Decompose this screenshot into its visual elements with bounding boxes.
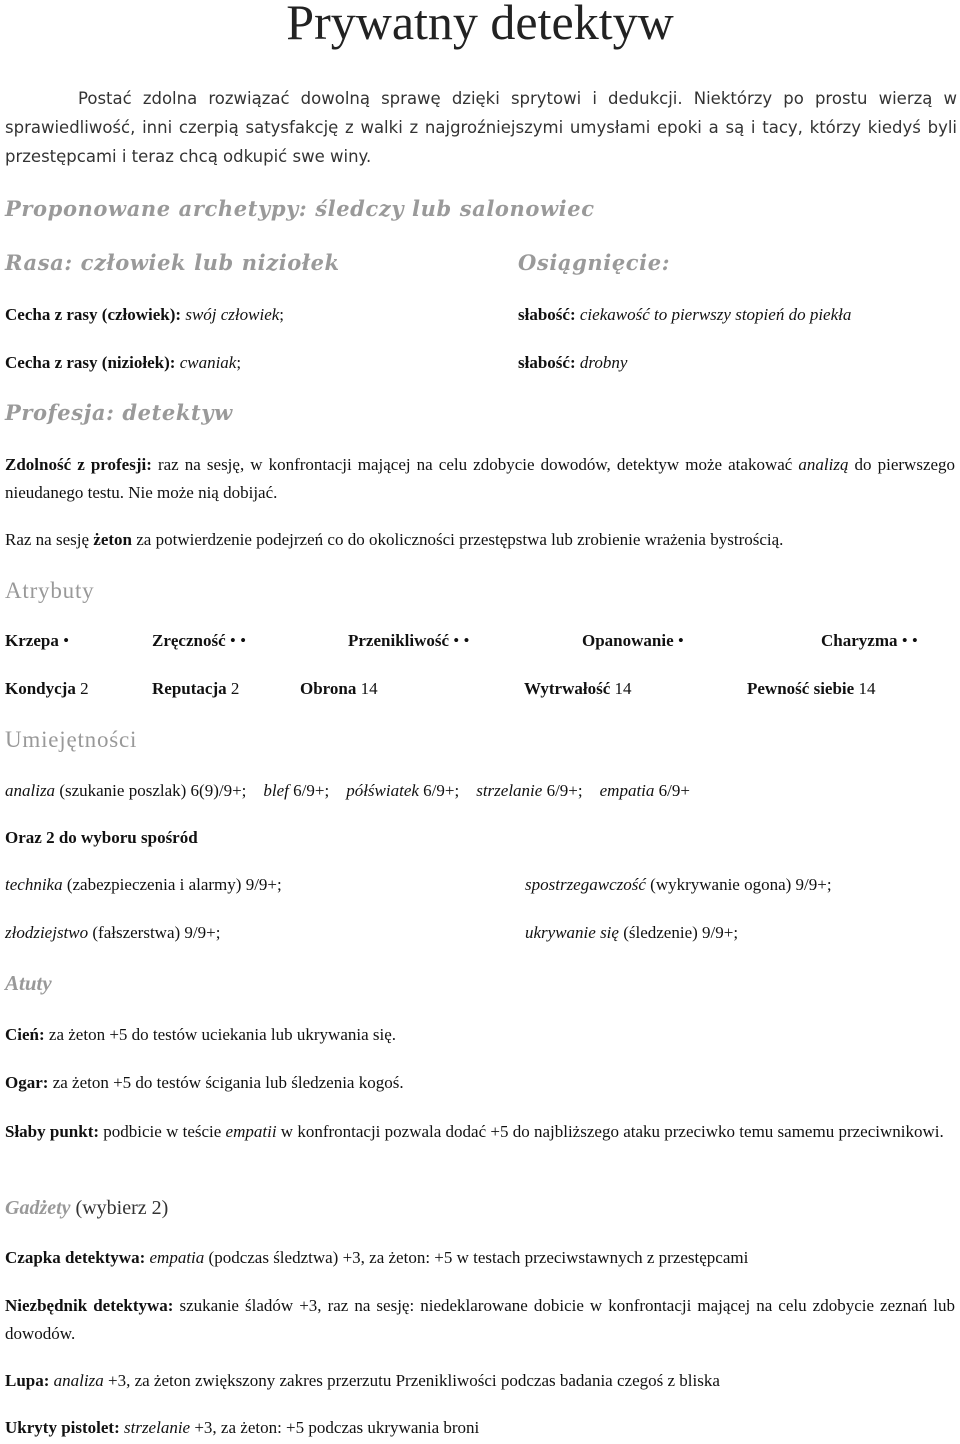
perk-text-1: podbicie w teście (103, 1122, 222, 1141)
skill-value: (szukanie poszlak) 6(9)/9+; (59, 781, 247, 800)
perks-heading: Atuty (5, 971, 52, 995)
skill-name: analiza (5, 781, 56, 800)
race-trait-human-label: Cecha z rasy (człowiek): (5, 305, 182, 324)
achievement-weakness-2 (518, 353, 627, 373)
gadgets-heading-note: (wybierz 2) (75, 1197, 169, 1219)
attribute-name: Krzepa (5, 631, 59, 650)
perk-label: Ogar: (5, 1073, 49, 1092)
skill-value: 6/9+; (293, 781, 330, 800)
skill-value: 6/9+ (658, 781, 690, 800)
skill-name: półświatek (346, 781, 419, 800)
gadget-czapka (5, 1248, 748, 1268)
race-trait-halfling-value: cwaniak (179, 353, 237, 372)
perk-text: za żeton +5 do testów uciekania lub ukrywania się. (48, 1025, 397, 1044)
attribute-przenikliwosc (348, 631, 469, 651)
attribute-zrecznosc (152, 631, 246, 651)
gadget-ukryty-pistolet (5, 1418, 479, 1438)
perk-text: za żeton +5 do testów ścigania lub śledzenia kogoś. (52, 1073, 404, 1092)
attribute-name: Zręczność (152, 631, 226, 650)
gadget-niezbednik (5, 1292, 955, 1348)
choice-ukrywanie-sie (525, 923, 738, 943)
perk-cien (5, 1025, 396, 1045)
skills-list (5, 781, 690, 801)
gadget-text: +3, za żeton: +5 podczas ukrywania broni (194, 1418, 480, 1437)
attribute-krzepa (5, 631, 69, 651)
token-post: za potwierdzenie podejrzeń co do okoliczności przestępstwa lub zrobienie wrażenia bystrością. (136, 530, 784, 549)
race-trait-human: Cecha z rasy (człowiek): swój człowiek; (5, 305, 285, 324)
gadget-text: szukanie śladów +3, raz na sesję: niedeklarowane dobicie w konfrontacji mającej na celu zdobycie zeznań lub dowodów. (5, 1296, 955, 1343)
attribute-name: Przenikliwość (348, 631, 450, 650)
derived-name: Wytrwałość (524, 679, 611, 698)
skill-name: spostrzegawczość (525, 875, 646, 894)
intro-paragraph: Postać zdolna rozwiązać dowolną sprawę dzięki sprytowi i dedukcji. Niektórzy po prostu wierzą w sprawiedliwość, inni czerpią satysfakcję z walki z najgroźniejszymi umysłami epoki a są i tacy, którzy kiedyś byli przestępcami i teraz chcą odkupić swe winy. (5, 89, 957, 166)
perk-slaby-punkt (5, 1118, 955, 1146)
skill-name: technika (5, 875, 63, 894)
attribute-dots: • (677, 631, 684, 650)
attribute-charyzma (821, 631, 918, 651)
skill-value: 6/9+; (546, 781, 583, 800)
gadgets-heading-row (5, 1196, 168, 1220)
weakness-1-value: ciekawość to pierwszy stopień do piekła (579, 305, 852, 324)
profession-ability (5, 451, 955, 507)
race-heading: Rasa: człowiek lub niziołek (5, 250, 340, 275)
derived-name: Pewność siebie (747, 679, 855, 698)
perk-label: Cień: (5, 1025, 45, 1044)
gadget-italic: empatia (149, 1248, 205, 1267)
gadget-italic: analiza (53, 1371, 104, 1390)
derived-value: 14 (614, 679, 632, 698)
skill-value: (zabezpieczenia i alarmy) 9/9+; (66, 875, 282, 894)
race-trait-halfling: Cecha z rasy (niziołek): cwaniak; (5, 353, 242, 372)
skill-name: ukrywanie się (525, 923, 619, 942)
choice-zlodziejstwo (5, 923, 220, 943)
gadget-italic: strzelanie (123, 1418, 191, 1437)
skill-value: (śledzenie) 9/9+; (623, 923, 739, 942)
profession-ability-text-1: raz na sesję, w konfrontacji mającej na celu zdobycie dowodów, detektyw może atakować (157, 455, 793, 474)
perk-text-2: w konfrontacji pozwala dodać +5 do najbliższego ataku przeciwko temu samemu przeciwnikowi. (280, 1122, 944, 1141)
derived-wytrwalosc (524, 679, 632, 699)
perk-italic: empatii (225, 1122, 277, 1141)
gadget-label: Czapka detektywa: (5, 1248, 146, 1267)
choice-technika (5, 875, 282, 895)
skill-name: empatia (599, 781, 655, 800)
attribute-dots: • • (453, 631, 470, 650)
profession-heading: Profesja: detektyw (5, 400, 233, 425)
skill-name: złodziejstwo (5, 923, 89, 942)
derived-value: 2 (230, 679, 240, 698)
derived-value: 14 (858, 679, 876, 698)
skill-value: (fałszerstwa) 9/9+; (92, 923, 221, 942)
token-word: żeton (93, 530, 132, 549)
race-trait-halfling-label: Cecha z rasy (niziołek): (5, 353, 176, 372)
attributes-heading: Atrybuty (5, 578, 95, 603)
gadget-text: (podczas śledztwa) +3, za żeton: +5 w testach przeciwstawnych z przestępcami (208, 1248, 749, 1267)
profession-ability-italic: analizą (798, 455, 849, 474)
skills-heading: Umiejętności (5, 727, 138, 752)
perk-ogar (5, 1073, 404, 1093)
derived-obrona (300, 679, 378, 699)
gadget-text: +3, za żeton zwiększony zakres przerzutu Przenikliwości podczas badania czegoś z bliska (107, 1371, 720, 1390)
achievement-heading: Osiągnięcie: (518, 250, 671, 275)
weakness-1-label: słabość: (518, 305, 576, 324)
attribute-name: Opanowanie (582, 631, 674, 650)
archetypes-heading: Proponowane archetypy: śledczy lub salonowiec (5, 196, 595, 221)
derived-name: Kondycja (5, 679, 76, 698)
derived-reputacja (152, 679, 239, 699)
skill-name: strzelanie (476, 781, 543, 800)
attribute-dots: • • (901, 631, 918, 650)
derived-pewnosc-siebie (747, 679, 875, 699)
skill-value: 6/9+; (423, 781, 460, 800)
race-trait-human-value: swój człowiek (185, 305, 280, 324)
derived-kondycja (5, 679, 89, 699)
choice-spostrzegawczosc (525, 875, 832, 895)
derived-name: Obrona (300, 679, 357, 698)
skill-value: (wykrywanie ogona) 9/9+; (650, 875, 832, 894)
weakness-2-value: drobny (579, 353, 628, 372)
attribute-dots: • • (229, 631, 247, 650)
attribute-dots: • (63, 631, 70, 650)
perk-label: Słaby punkt: (5, 1122, 100, 1141)
derived-value: 14 (360, 679, 378, 698)
derived-name: Reputacja (152, 679, 227, 698)
profession-token (5, 530, 783, 550)
gadgets-heading: Gadżety (5, 1197, 71, 1219)
weakness-2-label: słabość: (518, 353, 576, 372)
skills-choose-label: Oraz 2 do wyboru spośród (5, 828, 198, 847)
gadget-lupa (5, 1371, 720, 1391)
skill-name: blef (263, 781, 289, 800)
attribute-opanowanie (582, 631, 684, 651)
gadget-label: Lupa: (5, 1371, 50, 1390)
achievement-weakness-1 (518, 305, 851, 325)
gadget-label: Niezbędnik detektywa: (5, 1296, 174, 1315)
page-title: Prywatny detektyw (286, 0, 674, 50)
token-pre: Raz na sesję (5, 530, 90, 549)
attribute-name: Charyzma (821, 631, 898, 650)
derived-value: 2 (80, 679, 89, 698)
profession-ability-label: Zdolność z profesji: (5, 455, 152, 474)
gadget-label: Ukryty pistolet: (5, 1418, 120, 1437)
profession-ability-text-2: do pierwszego nieudanego testu. Nie może nią dobijać. (5, 455, 956, 502)
